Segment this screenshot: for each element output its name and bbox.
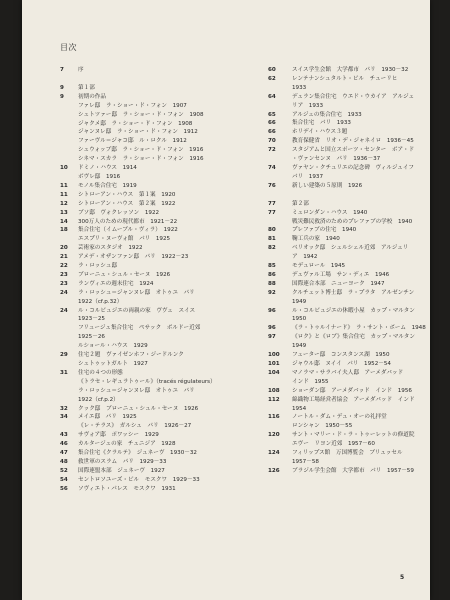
toc-page-number: 24 — [60, 307, 68, 314]
toc-entry — [268, 413, 436, 431]
toc-entry — [268, 289, 436, 307]
toc-entry-title: 第１部 — [78, 84, 95, 91]
toc-entry — [60, 111, 260, 120]
toc-entry — [268, 146, 436, 164]
toc-entry — [60, 164, 260, 173]
toc-page-number: 86 — [268, 271, 276, 278]
toc-entry-title: ジャクメ邸 ラ・ショー・ド・フォン 1908 — [78, 120, 193, 127]
toc-entry — [60, 387, 260, 405]
toc-entry — [268, 431, 436, 449]
toc-entry — [268, 235, 436, 244]
toc-page-number: 65 — [268, 111, 276, 118]
toc-entry — [268, 449, 436, 467]
toc-entry-title: ファーヴル＝ジャコ邸 ル・ロクル 1912 — [78, 138, 187, 145]
toc-entry — [60, 422, 260, 431]
toc-page-number: 34 — [60, 414, 68, 421]
toc-page-number: 104 — [268, 369, 280, 376]
toc-entry — [268, 119, 436, 128]
toc-entry — [268, 262, 436, 271]
book-page — [22, 0, 430, 600]
toc-page-number: 112 — [268, 396, 280, 403]
toc-entry-title: 住宅の４つの形態 — [78, 369, 123, 376]
toc-entry — [268, 387, 436, 396]
toc-entry — [268, 226, 436, 235]
toc-page-number: 11 — [60, 191, 68, 198]
toc-page-number: 66 — [268, 120, 276, 127]
toc-entry-title: シトローアン・ハウス 第２案 1922 — [78, 200, 176, 207]
toc-entry-title: デュラン集合住宅 ウエド・ウカイア アルジェ リア 1933 — [292, 93, 415, 109]
toc-entry — [268, 218, 436, 227]
toc-entry — [60, 84, 260, 93]
toc-entry — [60, 128, 260, 137]
toc-entry-title: 第２部 — [292, 200, 309, 207]
toc-page-number: 22 — [60, 263, 68, 270]
toc-entry-title: 芸術家のスタジオ 1922 — [78, 245, 143, 252]
toc-entry-title: ブラジル学生会館 大学都市 パリ 1957－59 — [292, 467, 414, 474]
toc-entry-title: 鞠工兵の家 1940 — [292, 236, 340, 243]
toc-page-number: 12 — [60, 200, 68, 207]
toc-page-number: 96 — [268, 307, 276, 314]
toc-entry-title: スタジアムと国立スポーツ・センター ボア・ド ・ヴァンセンヌ パリ 1936－37 — [292, 147, 415, 163]
toc-entry-title: メイエ邸 パリ 1925 — [78, 414, 137, 421]
toc-entry-title: ファレ邸 ラ・ショー・ド・フォン 1907 — [78, 102, 187, 109]
page-number: 5 — [400, 574, 405, 581]
toc-entry-title: レンテナンシュタルト・ビル チューリヒ 1933 — [292, 75, 398, 91]
toc-entry-title: モデュロール 1945 — [292, 263, 346, 270]
toc-entry-title: ジャウル邸 ヌイイ パリ 1952－54 — [292, 361, 391, 367]
toc-page-number: 23 — [60, 271, 68, 278]
toc-entry — [60, 476, 260, 485]
toc-entry-title: 序 — [78, 67, 84, 73]
toc-entry — [60, 413, 260, 422]
toc-page-number: 116 — [268, 414, 280, 421]
toc-page-number: 126 — [268, 467, 280, 474]
toc-entry — [268, 137, 436, 146]
toc-entry-title: 国際連盟本部 ジュネーヴ 1927 — [78, 467, 165, 474]
toc-entry — [60, 342, 260, 351]
toc-entry — [60, 262, 260, 271]
toc-entry-title: エスプリ・ヌーヴォ館 パリ 1925 — [78, 236, 171, 243]
toc-entry — [60, 369, 260, 378]
toc-entry-title: ラ・ロッシュ＝ジャンヌレ邸 オトゥユ パリ 1922（cf.p.2） — [78, 387, 195, 403]
toc-entry-title: プレファブの住宅 1940 — [292, 227, 357, 234]
toc-entry — [60, 289, 260, 307]
toc-page-number: 56 — [60, 485, 68, 492]
toc-entry — [60, 66, 260, 75]
toc-entry — [268, 182, 436, 191]
toc-entry — [60, 244, 260, 253]
toc-page-number: 60 — [268, 67, 276, 73]
toc-entry — [268, 360, 436, 369]
toc-entry — [60, 102, 260, 111]
toc-entry-title: ヴァヤン・クチュリエの記念碑 ヴィルジュイフ パリ 1937 — [292, 164, 414, 180]
page-title: 目次 — [60, 43, 77, 52]
toc-entry — [60, 324, 260, 342]
toc-entry-title: ショーダン邸 アーメダバッド インド 1956 — [292, 387, 412, 394]
toc-entry-title: フィリップス館 万国博覧会 ブリュッセル 1957－58 — [292, 450, 403, 465]
toc-entry — [60, 280, 260, 289]
toc-entry — [268, 467, 436, 476]
toc-page-number: 82 — [268, 245, 276, 252]
toc-entry — [60, 209, 260, 218]
toc-page-number: 32 — [60, 405, 68, 412]
toc-entry-title: ルショール・ハウス 1929 — [78, 343, 148, 350]
section-gap — [268, 191, 436, 200]
toc-page-number: 77 — [268, 209, 276, 216]
toc-entry-title: ホリデイ・ハウス３題 — [292, 129, 348, 136]
toc-entry-title: ブローニュ・シュル・セーヌ 1926 — [78, 271, 171, 278]
toc-entry-title: シネマ・スカラ ラ・ショー・ド・フォン 1916 — [78, 156, 204, 163]
toc-entry — [60, 182, 260, 191]
toc-entry-title: アルジェの集合住宅 1933 — [292, 111, 362, 118]
toc-page-number: 108 — [268, 387, 280, 394]
toc-page-number: 62 — [268, 75, 276, 82]
toc-entry-title: 300万人のための現代都市 1921－22 — [78, 218, 178, 225]
toc-entry-title: ソヴィエト・パレス モスクワ 1931 — [78, 485, 176, 492]
toc-entry-title: 集合住宅（イムーブル・ヴィラ） 1922 — [78, 227, 178, 234]
toc-page-number: 124 — [268, 450, 280, 457]
toc-entry — [268, 307, 436, 325]
toc-entry — [60, 146, 260, 155]
toc-page-number: 100 — [268, 352, 280, 359]
toc-entry — [60, 351, 260, 369]
toc-page-number: 18 — [60, 227, 68, 234]
toc-page-number: 120 — [268, 432, 280, 439]
toc-entry — [268, 75, 436, 93]
toc-page-number: 23 — [60, 280, 68, 287]
toc-page-number: 70 — [268, 138, 276, 145]
toc-entry-title: フェーター邸 コンスタンス湖 1950 — [292, 352, 390, 359]
toc-page-number: 54 — [60, 476, 68, 483]
toc-entry-title: サヴォア邸 ポワッシー 1929 — [78, 432, 159, 439]
toc-entry-title: 集合住宅《クラルテ》 ジュネーヴ 1930－32 — [78, 450, 197, 457]
toc-entry-title: ラ・ロッシュ邸 — [78, 263, 117, 270]
toc-entry — [60, 449, 260, 458]
toc-page-number: 66 — [268, 129, 276, 136]
toc-entry-title: 《トラセ・レギュラトゥール》（tracés régulateurs） — [78, 378, 216, 385]
toc-entry — [60, 120, 260, 129]
toc-page-number: 20 — [60, 245, 68, 252]
toc-page-number: 9 — [60, 93, 64, 100]
toc-entry — [60, 93, 260, 102]
toc-entry — [268, 66, 436, 75]
toc-entry-title: ドミノ・ハウス 1914 — [78, 165, 137, 172]
toc-entry-title: サント・マリー・ド・ラ・トゥーレットの修道院 エヴー リヨン近郊 1957－60 — [292, 432, 415, 448]
toc-page-number: 96 — [268, 325, 276, 332]
toc-entry-title: 戦災難民救済のためのプレファブの学校 1940 — [292, 218, 413, 225]
toc-entry — [60, 458, 260, 467]
toc-entry — [268, 200, 436, 209]
toc-page-number: 85 — [268, 263, 276, 270]
toc-right-column — [268, 66, 436, 476]
toc-entry — [268, 351, 436, 360]
toc-entry-title: 綿織物工場経営者協会 アーメダバッド インド 1954 — [292, 396, 415, 412]
toc-entry-title: ボヴレ邸 1916 — [78, 173, 121, 180]
toc-entry — [60, 467, 260, 476]
toc-entry — [60, 173, 260, 182]
toc-entry — [60, 218, 260, 227]
toc-page-number: 101 — [268, 361, 280, 367]
toc-entry-title: ブソ邸 ヴォクレッソン 1922 — [78, 209, 160, 216]
toc-page-number: 47 — [60, 450, 68, 457]
toc-entry — [60, 253, 260, 262]
toc-page-number: 46 — [60, 441, 68, 448]
toc-entry — [268, 164, 436, 182]
toc-entry — [268, 93, 436, 111]
toc-entry-title: 住宅２題 ヴァイゼンホフ・ジードルンク シュトゥットガルト 1927 — [78, 352, 184, 367]
toc-page-number: 52 — [60, 467, 68, 474]
toc-entry — [60, 440, 260, 449]
toc-page-number: 92 — [268, 289, 276, 296]
toc-entry — [268, 324, 436, 333]
toc-entry — [268, 111, 436, 120]
toc-page-number: 10 — [60, 165, 68, 172]
toc-entry-title: スイス学生会館 大学都市 パリ 1930－32 — [292, 67, 409, 73]
toc-entry-title: 集合住宅 パリ 1933 — [292, 120, 351, 127]
toc-left-column — [60, 66, 260, 494]
toc-page-number: 29 — [60, 352, 68, 359]
toc-page-number: 76 — [268, 182, 276, 189]
toc-page-number: 72 — [268, 147, 276, 154]
toc-entry — [60, 485, 260, 494]
toc-entry-title: クルチェット博士邸 ラ・プラタ アルゼンチン 1949 — [292, 289, 415, 305]
toc-entry-title: ミュロンダン・ハウス 1940 — [292, 209, 368, 216]
toc-entry-title: デュヴァル工場 サン・ディエ 1946 — [292, 271, 390, 278]
toc-page-number: 24 — [60, 289, 68, 296]
toc-entry — [268, 369, 436, 387]
toc-entry-title: カルタージュの家 チュニジア 1928 — [78, 441, 176, 448]
toc-entry — [268, 333, 436, 351]
toc-entry — [60, 271, 260, 280]
toc-entry-title: 救世軍のスラム パリ 1929－33 — [78, 458, 167, 465]
toc-entry-title: 教育保健省 リオ・デ・ジャネイロ 1936－45 — [292, 138, 414, 145]
toc-entry — [60, 155, 260, 164]
toc-page-number: 14 — [60, 218, 68, 225]
toc-page-number: 43 — [60, 432, 68, 439]
toc-entry — [268, 209, 436, 218]
toc-entry-title: クック邸 ブローニュ・シュル・セーヌ 1926 — [78, 405, 199, 412]
toc-page-number: 81 — [268, 236, 276, 243]
toc-entry-title: 新しい建築の５原則 1926 — [292, 182, 363, 189]
toc-entry-title: ノートル・ダム・デュ・オーの礼拝堂 ロンシャン 1950－55 — [292, 414, 387, 430]
toc-page-number: 21 — [60, 254, 68, 261]
toc-entry — [60, 307, 260, 325]
toc-entry-title: シュトツァー邸 ラ・ショー・ド・フォン 1908 — [78, 111, 204, 118]
toc-entry-title: 初期の作品 — [78, 93, 106, 100]
toc-page-number: 64 — [268, 93, 276, 100]
toc-entry — [60, 226, 260, 235]
toc-entry — [60, 235, 260, 244]
toc-page-number: 97 — [268, 334, 276, 341]
toc-entry-title: 《ロク》と《ロブ》集合住宅 カップ・マルタン 1949 — [292, 334, 415, 350]
toc-entry — [60, 431, 260, 440]
toc-page-number: 80 — [268, 227, 276, 234]
toc-entry — [60, 405, 260, 414]
toc-entry-title: 《レ・テラス》 ガルシュ パリ 1926－27 — [78, 423, 192, 430]
toc-entry-title: ベリオック邸 シェルシェル近郊 アルジェリ ア 1942 — [292, 245, 409, 261]
toc-page-number: 88 — [268, 280, 276, 287]
toc-page-number: 7 — [60, 67, 64, 73]
toc-entry — [60, 191, 260, 200]
toc-entry — [268, 280, 436, 289]
toc-entry-title: シトローアン・ハウス 第１案 1920 — [78, 191, 176, 198]
toc-entry — [60, 378, 260, 387]
toc-entry — [268, 128, 436, 137]
toc-entry-title: ランヴィエの週末住宅 1924 — [78, 280, 154, 287]
toc-page-number: 77 — [268, 200, 276, 207]
toc-entry — [268, 244, 436, 262]
toc-entry — [268, 271, 436, 280]
toc-entry — [60, 137, 260, 146]
toc-entry-title: ル・コルビュジエの休暇小屋 カップ・マルタン 1950 — [292, 307, 415, 323]
toc-page-number: 31 — [60, 369, 68, 376]
toc-entry-title: モノル集合住宅 1919 — [78, 182, 137, 189]
toc-page-number: 9 — [60, 84, 64, 91]
toc-entry — [268, 396, 436, 414]
toc-page-number: 13 — [60, 209, 68, 216]
toc-page-number: 11 — [60, 182, 68, 189]
toc-entry-title: シュウォッブ邸 ラ・ショー・ド・フォン 1916 — [78, 147, 204, 154]
toc-entry — [60, 200, 260, 209]
toc-entry-title: 《ラ・トゥルイナード》 ラ・サント・ボーム 1948 — [292, 325, 426, 332]
toc-entry-title: セントロソユーズ・ビル モスクワ 1929－33 — [78, 476, 200, 483]
toc-entry-title: ラ・ロッシュ＝ジャンヌレ邸 オトゥユ パリ 1922（cf.p.32） — [78, 289, 195, 305]
toc-entry-title: マノラマ・サラバイ夫人邸 アーメダバッド インド 1955 — [292, 369, 404, 385]
toc-page-number: 74 — [268, 164, 276, 171]
toc-entry-title: ジャンヌレ邸 ラ・ショー・ド・フォン 1912 — [78, 129, 198, 136]
toc-entry-title: 国際連合本部 ニューヨーク 1947 — [292, 280, 385, 287]
toc-page-number: 48 — [60, 458, 68, 465]
toc-entry-title: フリュージュ集合住宅 ペサック ボルドー近郊 1925－26 — [78, 325, 201, 341]
section-gap — [60, 75, 260, 84]
toc-entry-title: ル・コルビュジエの両親の家 ヴヴェ スイス 1923－25 — [78, 307, 196, 323]
toc-entry-title: アメデ・オザンファン邸 パリ 1922－23 — [78, 254, 189, 261]
